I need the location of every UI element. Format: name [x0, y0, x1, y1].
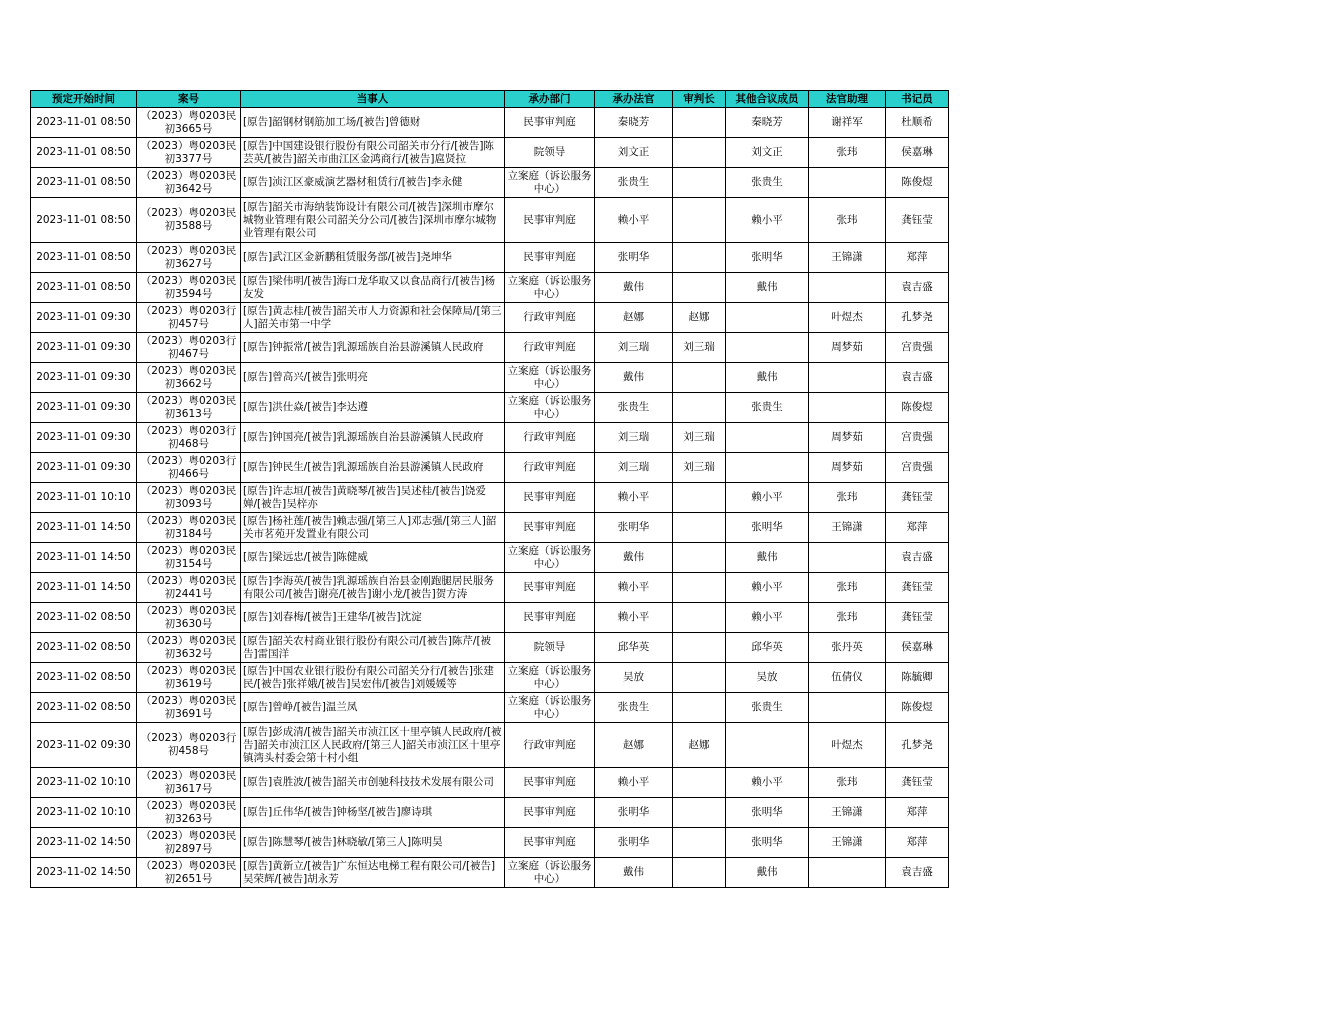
cell-start-time: 2023-11-01 09:30 — [31, 363, 137, 393]
cell-case-number: （2023）粤0203民初3263号 — [137, 798, 241, 828]
cell-judge: 刘三瑞 — [595, 423, 673, 453]
cell-clerk: 郑萍 — [886, 798, 949, 828]
cell-parties: [原告]中国农业银行股份有限公司韶关分行/[被告]张建民/[被告]张祥娥/[被告]吴宏伟/[被告]刘媛媛等 — [241, 663, 505, 693]
cell-panel-members: 赖小平 — [726, 603, 809, 633]
cell-start-time: 2023-11-02 08:50 — [31, 633, 137, 663]
hearing-schedule-table — [30, 90, 949, 888]
cell-case-number: （2023）粤0203民初2897号 — [137, 828, 241, 858]
cell-panel-members: 邱华英 — [726, 633, 809, 663]
cell-panel-members — [726, 303, 809, 333]
header-parties: 当事人 — [241, 91, 505, 108]
cell-judge: 张明华 — [595, 828, 673, 858]
cell-presiding-judge — [673, 483, 726, 513]
cell-parties: [原告]韶关市海纳装饰设计有限公司/[被告]深圳市摩尔城物业管理有限公司韶关分公司/[被告]深圳市摩尔城物业管理有限公司 — [241, 198, 505, 243]
cell-judge-assistant: 周梦茹 — [809, 333, 886, 363]
cell-case-number: （2023）粤0203行初457号 — [137, 303, 241, 333]
cell-department: 立案庭（诉讼服务中心） — [505, 693, 595, 723]
cell-parties: [原告]袁胜波/[被告]韶关市创驰科技技术发展有限公司 — [241, 768, 505, 798]
cell-judge: 刘文正 — [595, 138, 673, 168]
cell-start-time: 2023-11-01 09:30 — [31, 453, 137, 483]
cell-presiding-judge — [673, 663, 726, 693]
header-panel-members: 其他合议成员 — [726, 91, 809, 108]
table-row — [31, 243, 949, 273]
cell-start-time: 2023-11-02 08:50 — [31, 663, 137, 693]
cell-judge: 赖小平 — [595, 573, 673, 603]
cell-presiding-judge — [673, 168, 726, 198]
cell-parties: [原告]洪仕焱/[被告]李达遵 — [241, 393, 505, 423]
header-case-number: 案号 — [137, 91, 241, 108]
cell-start-time: 2023-11-01 08:50 — [31, 138, 137, 168]
cell-parties: [原告]黄志桂/[被告]韶关市人力资源和社会保障局/[第三人]韶关市第一中学 — [241, 303, 505, 333]
cell-parties: [原告]钟振常/[被告]乳源瑶族自治县游溪镇人民政府 — [241, 333, 505, 363]
cell-case-number: （2023）粤0203民初3691号 — [137, 693, 241, 723]
cell-department: 立案庭（诉讼服务中心） — [505, 273, 595, 303]
cell-parties: [原告]彭成清/[被告]韶关市浈江区十里亭镇人民政府/[被告]韶关市浈江区人民政府/[第三人]韶关市浈江区十里亭镇湾头村委会第十村小组 — [241, 723, 505, 768]
cell-parties: [原告]曾高兴/[被告]张明亮 — [241, 363, 505, 393]
table-row — [31, 693, 949, 723]
cell-judge: 秦晓芳 — [595, 108, 673, 138]
cell-department: 民事审判庭 — [505, 108, 595, 138]
cell-judge: 吴放 — [595, 663, 673, 693]
cell-judge-assistant — [809, 393, 886, 423]
table-row — [31, 168, 949, 198]
cell-parties: [原告]李海英/[被告]乳源瑶族自治县金刚跑腿居民服务有限公司/[被告]谢亮/[被告]谢小龙/[被告]贺方涛 — [241, 573, 505, 603]
cell-parties: [原告]曾峥/[被告]温兰凤 — [241, 693, 505, 723]
cell-start-time: 2023-11-01 08:50 — [31, 108, 137, 138]
cell-case-number: （2023）粤0203民初3617号 — [137, 768, 241, 798]
cell-clerk: 宫贵强 — [886, 333, 949, 363]
cell-start-time: 2023-11-01 14:50 — [31, 573, 137, 603]
cell-presiding-judge: 刘三瑞 — [673, 453, 726, 483]
cell-judge-assistant — [809, 543, 886, 573]
cell-panel-members — [726, 453, 809, 483]
table-row — [31, 723, 949, 768]
cell-case-number: （2023）粤0203行初466号 — [137, 453, 241, 483]
table-row — [31, 423, 949, 453]
cell-department: 民事审判庭 — [505, 513, 595, 543]
cell-clerk: 杜顺希 — [886, 108, 949, 138]
cell-clerk: 郑萍 — [886, 243, 949, 273]
cell-panel-members: 戴伟 — [726, 273, 809, 303]
cell-panel-members: 张明华 — [726, 513, 809, 543]
cell-start-time: 2023-11-02 09:30 — [31, 723, 137, 768]
cell-presiding-judge: 刘三瑞 — [673, 423, 726, 453]
cell-judge-assistant: 周梦茹 — [809, 423, 886, 453]
cell-panel-members: 赖小平 — [726, 198, 809, 243]
cell-start-time: 2023-11-02 14:50 — [31, 828, 137, 858]
cell-start-time: 2023-11-02 08:50 — [31, 603, 137, 633]
cell-start-time: 2023-11-02 14:50 — [31, 858, 137, 888]
cell-panel-members: 张贵生 — [726, 393, 809, 423]
cell-clerk: 陈俊煜 — [886, 168, 949, 198]
cell-presiding-judge — [673, 603, 726, 633]
cell-case-number: （2023）粤0203民初3093号 — [137, 483, 241, 513]
cell-judge: 赵娜 — [595, 723, 673, 768]
cell-judge: 戴伟 — [595, 363, 673, 393]
cell-judge: 赵娜 — [595, 303, 673, 333]
cell-start-time: 2023-11-01 08:50 — [31, 168, 137, 198]
table-row — [31, 513, 949, 543]
cell-start-time: 2023-11-01 09:30 — [31, 333, 137, 363]
table-row — [31, 198, 949, 243]
cell-clerk: 袁吉盛 — [886, 543, 949, 573]
header-clerk: 书记员 — [886, 91, 949, 108]
cell-department: 民事审判庭 — [505, 573, 595, 603]
cell-judge-assistant — [809, 693, 886, 723]
table-row — [31, 273, 949, 303]
cell-department: 行政审判庭 — [505, 723, 595, 768]
cell-judge-assistant — [809, 273, 886, 303]
table-row — [31, 633, 949, 663]
cell-department: 民事审判庭 — [505, 768, 595, 798]
cell-start-time: 2023-11-01 14:50 — [31, 543, 137, 573]
cell-start-time: 2023-11-01 08:50 — [31, 198, 137, 243]
cell-department: 行政审判庭 — [505, 423, 595, 453]
table-row — [31, 858, 949, 888]
cell-judge-assistant: 叶煜杰 — [809, 723, 886, 768]
cell-judge-assistant: 张玮 — [809, 138, 886, 168]
cell-parties: [原告]韶钢材钢筋加工场/[被告]曾德财 — [241, 108, 505, 138]
cell-case-number: （2023）粤0203民初3619号 — [137, 663, 241, 693]
cell-parties: [原告]杨社莲/[被告]赖志强/[第三人]邓志强/[第三人]韶关市茗苑开发置业有限公司 — [241, 513, 505, 543]
cell-department: 院领导 — [505, 138, 595, 168]
cell-start-time: 2023-11-01 10:10 — [31, 483, 137, 513]
cell-presiding-judge — [673, 393, 726, 423]
cell-clerk: 龚钰莹 — [886, 483, 949, 513]
cell-clerk: 袁吉盛 — [886, 273, 949, 303]
cell-panel-members: 戴伟 — [726, 858, 809, 888]
cell-case-number: （2023）粤0203行初467号 — [137, 333, 241, 363]
cell-panel-members: 赖小平 — [726, 483, 809, 513]
cell-judge: 张贵生 — [595, 693, 673, 723]
cell-department: 院领导 — [505, 633, 595, 663]
cell-clerk: 孔梦尧 — [886, 723, 949, 768]
table-row — [31, 108, 949, 138]
cell-case-number: （2023）粤0203民初3594号 — [137, 273, 241, 303]
cell-judge: 张贵生 — [595, 168, 673, 198]
cell-judge: 赖小平 — [595, 198, 673, 243]
cell-presiding-judge — [673, 108, 726, 138]
table-row — [31, 768, 949, 798]
cell-judge-assistant: 张玮 — [809, 768, 886, 798]
header-judge: 承办法官 — [595, 91, 673, 108]
cell-case-number: （2023）粤0203民初3613号 — [137, 393, 241, 423]
cell-case-number: （2023）粤0203民初3377号 — [137, 138, 241, 168]
cell-parties: [原告]武江区金新鹏租赁服务部/[被告]尧坤华 — [241, 243, 505, 273]
cell-judge: 张明华 — [595, 798, 673, 828]
cell-case-number: （2023）粤0203民初3632号 — [137, 633, 241, 663]
table-row — [31, 303, 949, 333]
cell-panel-members: 赖小平 — [726, 768, 809, 798]
table-row — [31, 798, 949, 828]
cell-department: 立案庭（诉讼服务中心） — [505, 168, 595, 198]
cell-parties: [原告]刘春梅/[被告]王建华/[被告]沈淀 — [241, 603, 505, 633]
cell-department: 民事审判庭 — [505, 798, 595, 828]
cell-presiding-judge — [673, 798, 726, 828]
cell-clerk: 孔梦尧 — [886, 303, 949, 333]
cell-clerk: 陈俊煜 — [886, 693, 949, 723]
cell-parties: [原告]陈慧琴/[被告]林晓敏/[第三人]陈明昊 — [241, 828, 505, 858]
cell-department: 行政审判庭 — [505, 333, 595, 363]
cell-parties: [原告]浈江区豪威演艺器材租赁行/[被告]李永健 — [241, 168, 505, 198]
cell-start-time: 2023-11-01 09:30 — [31, 303, 137, 333]
cell-clerk: 袁吉盛 — [886, 363, 949, 393]
cell-department: 行政审判庭 — [505, 453, 595, 483]
cell-judge-assistant — [809, 858, 886, 888]
cell-department: 民事审判庭 — [505, 603, 595, 633]
cell-judge: 邱华英 — [595, 633, 673, 663]
cell-start-time: 2023-11-02 08:50 — [31, 693, 137, 723]
cell-clerk: 陈毓卿 — [886, 663, 949, 693]
cell-judge-assistant: 王锦潇 — [809, 798, 886, 828]
cell-panel-members — [726, 423, 809, 453]
cell-clerk: 侯嘉琳 — [886, 138, 949, 168]
cell-judge-assistant: 张玮 — [809, 573, 886, 603]
cell-presiding-judge — [673, 693, 726, 723]
cell-parties: [原告]丘伟华/[被告]钟杨坚/[被告]廖诗琪 — [241, 798, 505, 828]
cell-department: 民事审判庭 — [505, 198, 595, 243]
cell-parties: [原告]梁远忠/[被告]陈健威 — [241, 543, 505, 573]
cell-case-number: （2023）粤0203行初458号 — [137, 723, 241, 768]
cell-judge-assistant: 张玮 — [809, 198, 886, 243]
cell-judge-assistant: 叶煜杰 — [809, 303, 886, 333]
cell-department: 立案庭（诉讼服务中心） — [505, 663, 595, 693]
cell-panel-members — [726, 723, 809, 768]
header-department: 承办部门 — [505, 91, 595, 108]
cell-parties: [原告]韶关农村商业银行股份有限公司/[被告]陈芹/[被告]雷国洋 — [241, 633, 505, 663]
table-row — [31, 543, 949, 573]
cell-presiding-judge: 赵娜 — [673, 723, 726, 768]
cell-presiding-judge: 赵娜 — [673, 303, 726, 333]
cell-judge-assistant: 谢祥军 — [809, 108, 886, 138]
cell-presiding-judge — [673, 513, 726, 543]
header-judge-assistant: 法官助理 — [809, 91, 886, 108]
cell-judge-assistant: 张玮 — [809, 603, 886, 633]
cell-presiding-judge: 刘三瑞 — [673, 333, 726, 363]
cell-start-time: 2023-11-02 10:10 — [31, 768, 137, 798]
cell-panel-members: 赖小平 — [726, 573, 809, 603]
cell-judge: 赖小平 — [595, 768, 673, 798]
cell-start-time: 2023-11-01 09:30 — [31, 393, 137, 423]
cell-presiding-judge — [673, 573, 726, 603]
cell-judge: 戴伟 — [595, 273, 673, 303]
cell-judge-assistant: 周梦茹 — [809, 453, 886, 483]
cell-panel-members: 戴伟 — [726, 543, 809, 573]
table-row — [31, 393, 949, 423]
table-row — [31, 483, 949, 513]
header-start-time: 预定开始时间 — [31, 91, 137, 108]
cell-presiding-judge — [673, 828, 726, 858]
cell-clerk: 侯嘉琳 — [886, 633, 949, 663]
cell-judge-assistant: 伍倩仪 — [809, 663, 886, 693]
table-row — [31, 363, 949, 393]
cell-department: 民事审判庭 — [505, 828, 595, 858]
cell-department: 立案庭（诉讼服务中心） — [505, 393, 595, 423]
cell-parties: [原告]中国建设银行股份有限公司韶关市分行/[被告]陈芸英/[被告]韶关市曲江区金鸿商行/[被告]扈贤拉 — [241, 138, 505, 168]
cell-clerk: 陈俊煜 — [886, 393, 949, 423]
cell-judge: 张贵生 — [595, 393, 673, 423]
cell-case-number: （2023）粤0203民初3184号 — [137, 513, 241, 543]
cell-clerk: 龚钰莹 — [886, 603, 949, 633]
cell-department: 立案庭（诉讼服务中心） — [505, 543, 595, 573]
cell-start-time: 2023-11-01 08:50 — [31, 243, 137, 273]
cell-clerk: 龚钰莹 — [886, 768, 949, 798]
cell-judge-assistant: 王锦潇 — [809, 828, 886, 858]
cell-case-number: （2023）粤0203民初3588号 — [137, 198, 241, 243]
cell-case-number: （2023）粤0203民初3154号 — [137, 543, 241, 573]
cell-clerk: 袁吉盛 — [886, 858, 949, 888]
cell-parties: [原告]许志垣/[被告]黄晓琴/[被告]吴述桂/[被告]饶爱婵/[被告]吴梓亦 — [241, 483, 505, 513]
cell-start-time: 2023-11-01 08:50 — [31, 273, 137, 303]
cell-department: 立案庭（诉讼服务中心） — [505, 363, 595, 393]
cell-case-number: （2023）粤0203民初2651号 — [137, 858, 241, 888]
cell-presiding-judge — [673, 633, 726, 663]
cell-panel-members: 张贵生 — [726, 168, 809, 198]
cell-parties: [原告]钟民生/[被告]乳源瑶族自治县游溪镇人民政府 — [241, 453, 505, 483]
cell-judge-assistant: 王锦潇 — [809, 513, 886, 543]
cell-clerk: 郑萍 — [886, 513, 949, 543]
cell-clerk: 郑萍 — [886, 828, 949, 858]
cell-parties: [原告]黄新立/[被告]广东恒达电梯工程有限公司/[被告]吴荣辉/[被告]胡永芳 — [241, 858, 505, 888]
cell-clerk: 龚钰莹 — [886, 198, 949, 243]
cell-case-number: （2023）粤0203民初3665号 — [137, 108, 241, 138]
cell-judge-assistant: 张丹英 — [809, 633, 886, 663]
cell-department: 行政审判庭 — [505, 303, 595, 333]
cell-judge: 戴伟 — [595, 858, 673, 888]
cell-judge: 赖小平 — [595, 603, 673, 633]
cell-case-number: （2023）粤0203民初3642号 — [137, 168, 241, 198]
table-row — [31, 663, 949, 693]
cell-department: 民事审判庭 — [505, 483, 595, 513]
table-row — [31, 138, 949, 168]
cell-presiding-judge — [673, 858, 726, 888]
cell-judge: 张明华 — [595, 243, 673, 273]
cell-judge: 赖小平 — [595, 483, 673, 513]
cell-panel-members: 戴伟 — [726, 363, 809, 393]
cell-presiding-judge — [673, 543, 726, 573]
cell-panel-members — [726, 333, 809, 363]
cell-presiding-judge — [673, 768, 726, 798]
cell-presiding-judge — [673, 138, 726, 168]
cell-panel-members: 张明华 — [726, 243, 809, 273]
cell-parties: [原告]梁伟明/[被告]海口龙华取又以食品商行/[被告]杨友发 — [241, 273, 505, 303]
table-row — [31, 333, 949, 363]
cell-panel-members: 张明华 — [726, 828, 809, 858]
cell-clerk: 龚钰莹 — [886, 573, 949, 603]
cell-presiding-judge — [673, 198, 726, 243]
header-presiding-judge: 审判长 — [673, 91, 726, 108]
table-row — [31, 453, 949, 483]
table-row — [31, 603, 949, 633]
cell-case-number: （2023）粤0203行初468号 — [137, 423, 241, 453]
cell-case-number: （2023）粤0203民初3662号 — [137, 363, 241, 393]
cell-case-number: （2023）粤0203民初3627号 — [137, 243, 241, 273]
table-row — [31, 573, 949, 603]
cell-judge-assistant: 王锦潇 — [809, 243, 886, 273]
cell-department: 立案庭（诉讼服务中心） — [505, 858, 595, 888]
cell-start-time: 2023-11-01 09:30 — [31, 423, 137, 453]
cell-panel-members: 秦晓芳 — [726, 108, 809, 138]
cell-judge-assistant — [809, 168, 886, 198]
cell-judge-assistant: 张玮 — [809, 483, 886, 513]
cell-clerk: 宫贵强 — [886, 453, 949, 483]
cell-judge: 刘三瑞 — [595, 333, 673, 363]
cell-panel-members: 张贵生 — [726, 693, 809, 723]
cell-presiding-judge — [673, 243, 726, 273]
cell-judge-assistant — [809, 363, 886, 393]
cell-department: 民事审判庭 — [505, 243, 595, 273]
cell-start-time: 2023-11-02 10:10 — [31, 798, 137, 828]
cell-parties: [原告]钟国亮/[被告]乳源瑶族自治县游溪镇人民政府 — [241, 423, 505, 453]
cell-judge: 刘三瑞 — [595, 453, 673, 483]
cell-case-number: （2023）粤0203民初3630号 — [137, 603, 241, 633]
cell-presiding-judge — [673, 273, 726, 303]
table-row — [31, 828, 949, 858]
cell-clerk: 宫贵强 — [886, 423, 949, 453]
cell-case-number: （2023）粤0203民初2441号 — [137, 573, 241, 603]
cell-judge: 戴伟 — [595, 543, 673, 573]
cell-panel-members: 刘文正 — [726, 138, 809, 168]
table-header-row — [31, 91, 949, 108]
cell-panel-members: 吴放 — [726, 663, 809, 693]
cell-judge: 张明华 — [595, 513, 673, 543]
cell-panel-members: 张明华 — [726, 798, 809, 828]
cell-start-time: 2023-11-01 14:50 — [31, 513, 137, 543]
cell-presiding-judge — [673, 363, 726, 393]
